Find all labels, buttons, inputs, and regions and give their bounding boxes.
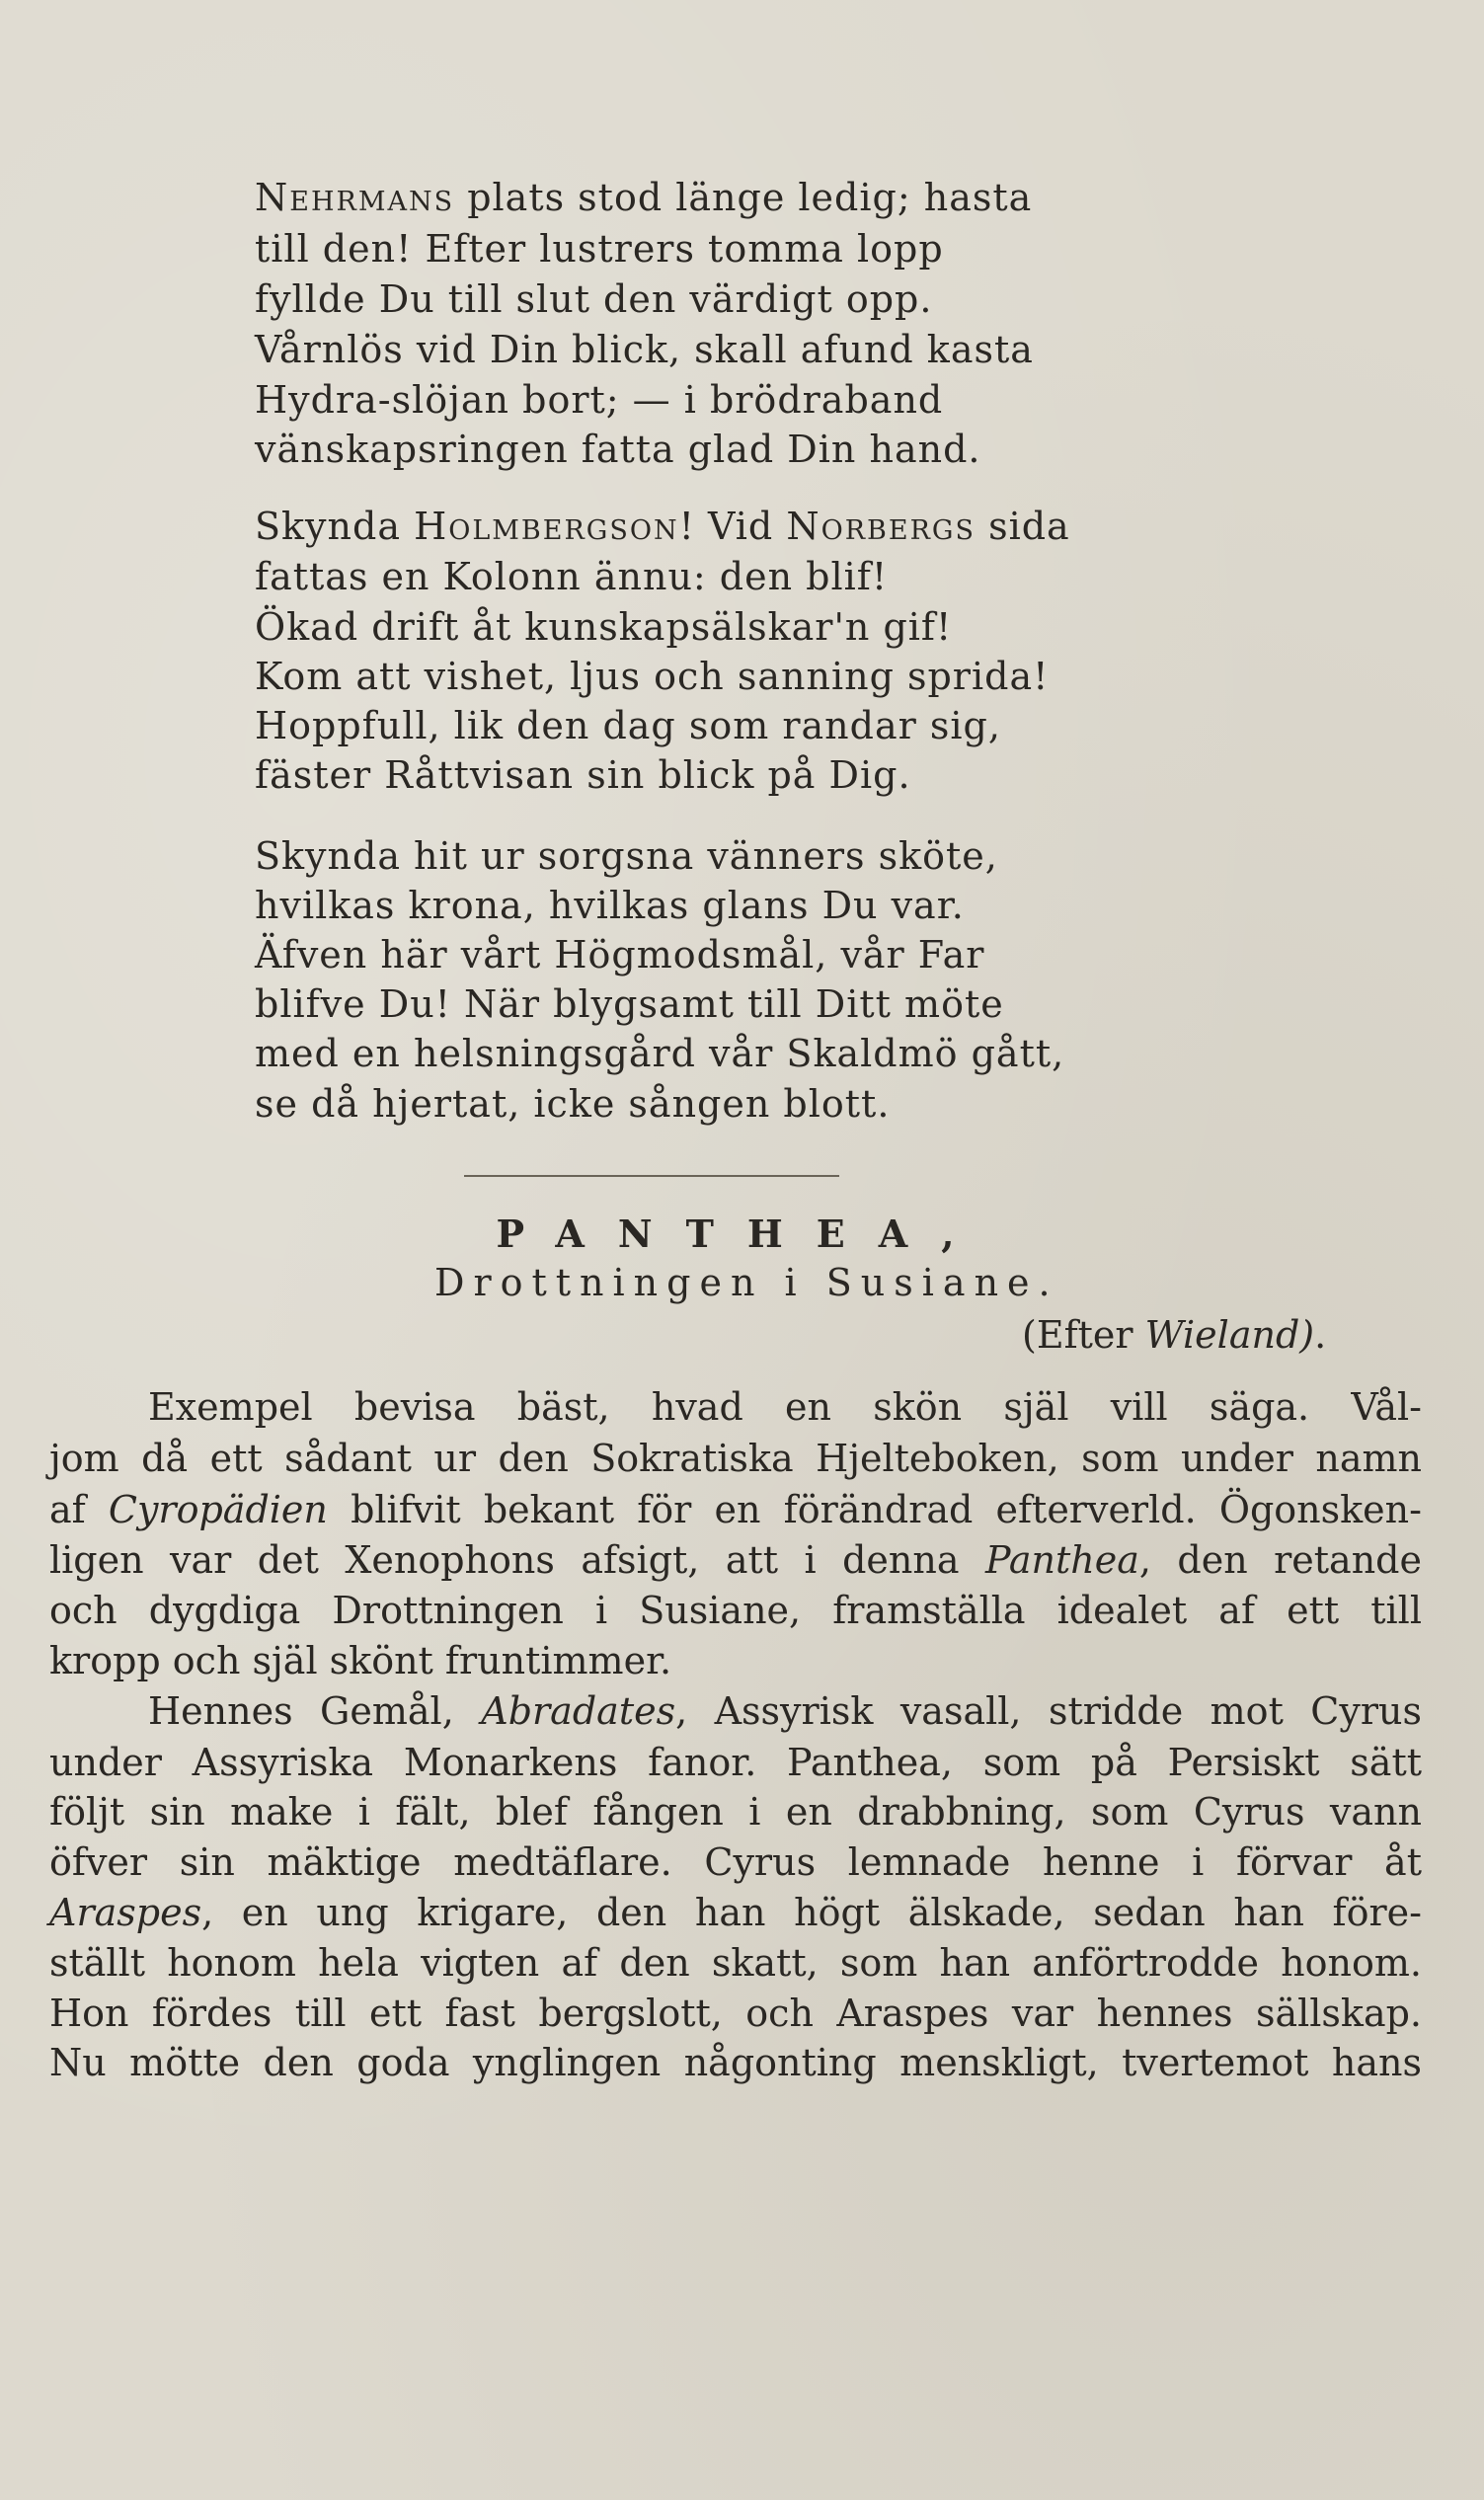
credit-author: Wieland) [1144,1313,1315,1357]
body-line: jom då ett sådant ur den Sokratiska Hjelteboken, som under namn [49,1437,1422,1480]
poem-line: Skynda Holmbergson! Vid Norbergs sida [255,505,1070,548]
article-subtitle: Drottningen i Susiane. [434,1261,1059,1304]
body-line: Araspes, en ung krigare, den han högt älskade, sedan han före- [49,1891,1422,1934]
body-line: ställt honom hela vigten af den skatt, som han anförtrodde honom. [49,1941,1422,1985]
body-line: kropp och själ skönt fruntimmer. [49,1639,672,1682]
body-line: och dygdiga Drottningen i Susiane, framställa idealet af ett till [49,1589,1422,1632]
body-line: under Assyriska Monarkens fanor. Panthea, som på Persiskt sätt [49,1741,1422,1784]
small-caps-name: Holmbergson [414,505,679,548]
poem-line: blifve Du! När blygsamt till Ditt möte [255,982,1004,1026]
body-line: Hennes Gemål, Abradates, Assyrisk vasall, stridde mot Cyrus [148,1689,1422,1733]
poem-line: Hydra-slöjan bort; — i brödraband [255,378,944,422]
section-divider [464,1175,839,1177]
article-title: PANTHEA, [496,1211,988,1256]
article-credit: (Efter Wieland). [1022,1313,1327,1357]
body-line: följt sin make i fält, blef fången i en drabbning, som Cyrus vann [49,1790,1422,1834]
poem-line: hvilkas krona, hvilkas glans Du var. [255,884,965,927]
poem-line: vänskapsringen fatta glad Din hand. [255,428,981,471]
body-line: af Cyropädien blifvit bekant för en förändrad efterverld. Ögonsken- [49,1488,1422,1531]
poem-line: se då hjertat, icke sången blott. [255,1082,891,1126]
body-line: Hon fördes till ett fast bergslott, och Araspes var hennes sällskap. [49,1992,1422,2035]
poem-line: Skynda hit ur sorgsna vänners sköte, [255,834,998,878]
small-caps-name: Nehrmans [255,176,455,219]
poem-line: Äfven här vårt Högmodsmål, vår Far [255,933,985,977]
poem-line: fäster Råttvisan sin blick på Dig. [255,753,911,797]
poem-line: till den! Efter lustrers tomma lopp [255,227,944,271]
small-caps-name: Norbergs [786,505,976,548]
poem-line: Vårnlös vid Din blick, skall afund kasta [255,328,1034,371]
poem-line: Nehrmans plats stod länge ledig; hasta [255,176,1033,219]
poem-line: Ökad drift åt kunskapsälskar'n gif! [255,605,953,649]
poem-line: fattas en Kolonn ännu: den blif! [255,555,889,598]
poem-line: Kom att vishet, ljus och sanning sprida! [255,655,1050,698]
poem-line: med en helsningsgård vår Skaldmö gått, [255,1032,1065,1075]
poem-line: fyllde Du till slut den värdigt opp. [255,277,933,321]
body-line: Exempel bevisa bäst, hvad en skön själ vill säga. Vål- [148,1385,1422,1429]
body-line: Nu mötte den goda ynglingen någonting menskligt, tvertemot hans [49,2041,1422,2084]
body-line: ligen var det Xenophons afsigt, att i denna Panthea, den retande [49,1538,1422,1582]
body-line: öfver sin mäktige medtäflare. Cyrus lemnade henne i förvar åt [49,1840,1422,1884]
poem-line: Hoppfull, lik den dag som randar sig, [255,704,1001,747]
